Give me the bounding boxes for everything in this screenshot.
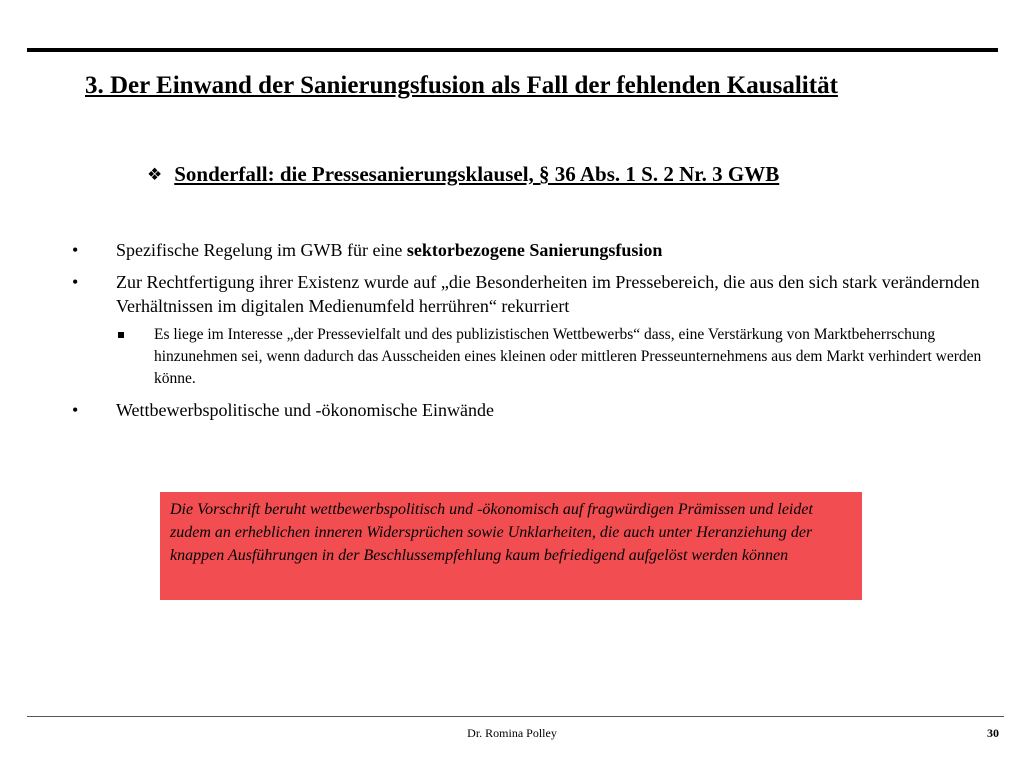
sub-bullet-list xyxy=(116,324,1002,390)
square-bullet-icon xyxy=(118,332,124,338)
page-number: 30 xyxy=(987,726,999,740)
bullet-item xyxy=(72,238,1002,262)
sub-bullet-text: Es liege im Interesse „der Pressevielfalt und des publizistischen Wettbewerbs“ dass, eine Verstärkung von Marktbeherrschung hinzunehmen sei, wenn dadurch das Ausscheiden eines kleinen oder mittleren Presseunternehmens aus dem Markt verhindert werden könne. xyxy=(154,326,982,387)
callout-text: Die Vorschrift beruht wettbewerbspolitisch und -ökonomisch auf fragwürdigen Prämissen und leidet zudem an erheblichen inneren Widersprüchen sowie Unklarheiten, die auch unter Heranziehung der knappen Ausführungen in der Beschlussempfehlung kaum befriedigend aufgelöst werden können xyxy=(170,501,813,564)
bullet-item xyxy=(72,270,1002,390)
bullet-item xyxy=(72,398,1002,422)
bullet-list xyxy=(72,238,1002,430)
diamond-bullet-icon: ❖ xyxy=(147,164,163,185)
bullet-marker: • xyxy=(72,272,79,292)
bullet-text: Wettbewerbspolitische und -ökonomische Einwände xyxy=(116,400,494,420)
sub-bullet-item xyxy=(116,324,1002,390)
footer-divider xyxy=(27,716,1004,717)
subheading-text: Sonderfall: die Pressesanierungsklausel, § 36 Abs. 1 S. 2 Nr. 3 GWB xyxy=(174,162,780,186)
slide-title: 3. Der Einwand der Sanierungsfusion als Fall der fehlenden Kausalität xyxy=(85,72,838,99)
bullet-marker: • xyxy=(72,240,79,260)
top-divider xyxy=(27,48,998,52)
footer-author: Dr. Romina Polley xyxy=(467,726,557,740)
bullet-bold-text: sektorbezogene Sanierungsfusion xyxy=(406,240,663,260)
bullet-text: Zur Rechtfertigung ihrer Existenz wurde auf „die Besonderheiten im Pressebereich, die aus den sich stark verändernden Verhältnissen im digitalen Medienumfeld herrühren“ rekurriert xyxy=(116,272,980,316)
bullet-marker: • xyxy=(72,400,79,420)
callout-box xyxy=(160,492,862,600)
subheading xyxy=(147,162,779,187)
bullet-text: Spezifische Regelung im GWB für eine xyxy=(116,240,407,260)
